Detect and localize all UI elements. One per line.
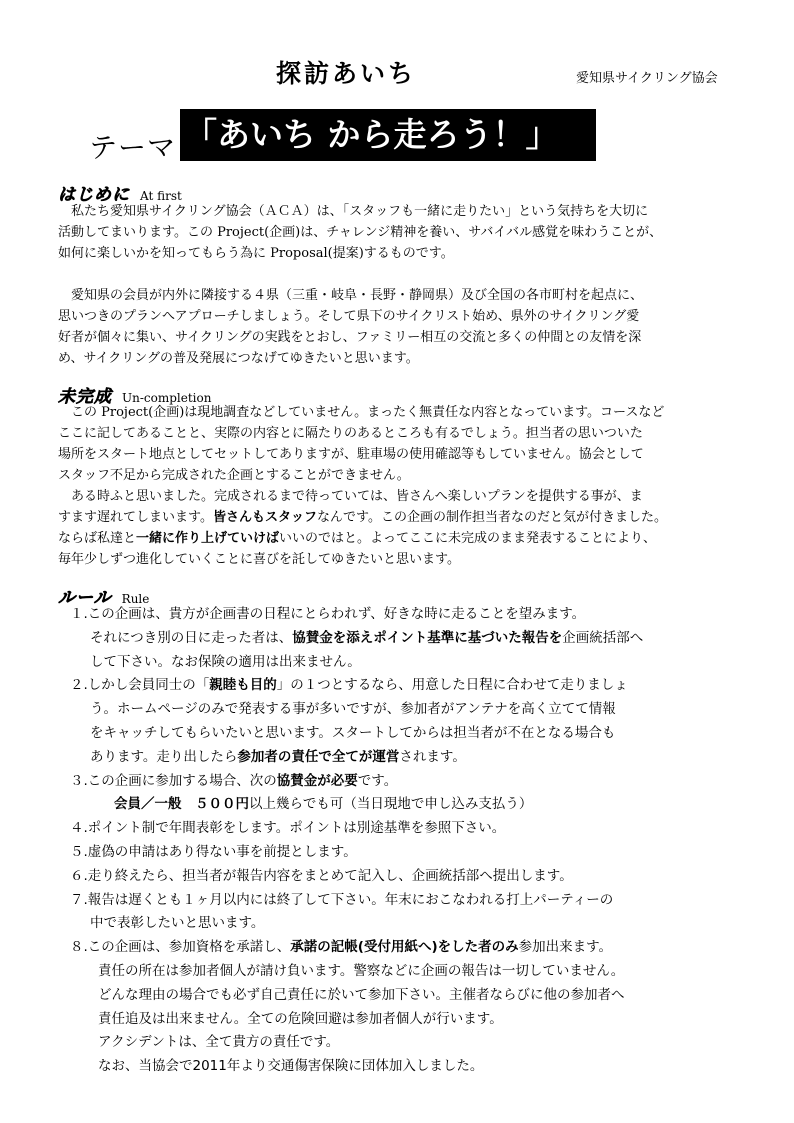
rule-2-line xyxy=(70,746,760,770)
rule-7-line: 中で表彰したいと思います。 xyxy=(90,915,265,932)
incomplete-line: ある時ふと思いました。完成されるまで待っていては、皆さんへ楽しいプランを提供する事が、ま xyxy=(58,489,643,504)
rule-2-line: う。ホームページのみで発表する事が多いですが、参加者がアンテナを高く立てて情報 xyxy=(90,701,616,718)
text: 以上幾らでも可（当日現地で申し込み支払う） xyxy=(249,796,533,813)
rule-8-line: 責任追及は出来ません。全ての危険回避は参加者個人が行います。 xyxy=(98,1010,503,1027)
intro-line: 好者が個々に集い、サイクリングの実践をとおし、ファミリー相互の交流と多くの仲間との友情を深 xyxy=(58,330,642,345)
intro-heading-jp: はじめに xyxy=(58,185,130,205)
page-title: 探訪あいち xyxy=(276,59,417,88)
rules-list xyxy=(70,603,760,1079)
incomplete-line xyxy=(58,528,738,549)
text: 企画統括部へ xyxy=(562,629,644,646)
text: 」の１つとするなら、用意した日程に合わせて走りましょ xyxy=(276,677,628,694)
rule-1-line: １.この企画は、貴方が企画書の日程にとらわれず、好きな時に走ることを望みます。 xyxy=(70,606,586,622)
text: あります。走り出したら xyxy=(90,748,238,765)
incomplete-line: 場所をスタート地点としてセットしてありますが、駐車場の使用確認等もしていません。協会として xyxy=(58,447,644,462)
rule-5-line: ５.虚偽の申請はあり得ない事を前提とします。 xyxy=(70,843,357,860)
intro-line: 如何に楽しいかを知ってもらう為に Proposal(提案)するものです。 xyxy=(58,246,454,261)
intro-heading-en: At first xyxy=(140,189,182,203)
intro-line: 私たち愛知県サイクリング協会（ＡＣＡ）は、「スタッフも一緒に走りたい」という気持ちを大切に xyxy=(58,204,649,219)
intro-line: 思いつきのプランへアプローチしましょう。そして県下のサイクリスト始め、県外のサイクリング愛 xyxy=(58,309,640,324)
incomplete-line: この Project(企画)は現地調査などしていません。まったく無責任な内容となっています。コースなど xyxy=(58,405,665,420)
text: なんです。この企画の制作担当者なのだと気が付きました。 xyxy=(316,510,667,525)
incomplete-line xyxy=(58,507,738,528)
emphasis-fee: 協賛金が必要 xyxy=(276,772,358,789)
text: 参加出来ます。 xyxy=(518,939,613,956)
emphasis-staff: 皆さんもスタッフ xyxy=(212,510,317,525)
emphasis-report: 協賛金を添えポイント基準に基づいた報告を xyxy=(292,629,563,646)
fee-amount: 会員／一般 ５００円 xyxy=(114,796,249,813)
emphasis-consent: 承諾の記帳(受付用紙へ)をした者のみ xyxy=(290,939,519,956)
text: それにつき別の日に走った者は、 xyxy=(90,629,293,646)
rule-3-line xyxy=(70,770,760,794)
rule-8-line: なお、当協会で2011年より交通傷害保険に団体加入しました。 xyxy=(98,1058,484,1075)
text: ８.この企画は、参加資格を承諾し、 xyxy=(70,939,291,956)
intro-line: め、サイクリングの普及発展につなげてゆきたいと思います。 xyxy=(58,351,419,366)
rules-heading-en: Rule xyxy=(121,592,150,606)
rule-2-line: をキャッチしてもらいたいと思います。スタートしてからは担当者が不在となる場合も xyxy=(90,724,616,741)
rule-4-line: ４.ポイント制で年間表彰をします。ポイントは別途基準を参照下さい。 xyxy=(70,820,506,837)
incomplete-line: スタッフ不足から完成された企画とすることができません。 xyxy=(58,468,410,483)
rules-heading-jp: ルール xyxy=(58,588,112,608)
incomplete-line: 毎年少しずつ進化していくことに喜びを託してゆきたいと思います。 xyxy=(58,552,460,567)
incomplete-paragraph xyxy=(58,402,738,570)
rule-8-line xyxy=(70,936,760,960)
theme-banner: 「あいち から走ろう！」 xyxy=(180,109,596,161)
emphasis-together: 一緒に作り上げていけば xyxy=(136,531,280,546)
incomplete-line: ここに記してあることと、実際の内容とに隔たりのあるところも有るでしょう。担当者の思いついた xyxy=(58,426,643,441)
text: いいのではと。よってここに未完成のまま発表することにより、 xyxy=(279,531,657,546)
rule-1-line xyxy=(70,627,760,651)
emphasis-responsibility: 参加者の責任で全てが運営 xyxy=(237,748,400,765)
rule-3-fee-line xyxy=(70,793,760,817)
text: されます。 xyxy=(399,748,466,765)
intro-line xyxy=(58,264,738,285)
theme-label: テーマ xyxy=(89,131,177,164)
text: ２.しかし会員同士の「 xyxy=(70,677,210,694)
rule-2-line xyxy=(70,674,760,698)
incomplete-heading-jp: 未完成 xyxy=(58,387,112,407)
intro-line: 活動してまいります。この Project(企画)は、チャレンジ精神を養い、サバイバル感覚を味わうことが、 xyxy=(58,225,663,240)
intro-paragraph xyxy=(58,201,738,369)
text: ３.この企画に参加する場合、次の xyxy=(70,772,277,789)
rule-1-line: して下さい。なお保険の適用は出来ません。 xyxy=(90,653,361,670)
rule-8-line: アクシデントは、全て貴方の責任です。 xyxy=(98,1034,340,1051)
intro-line: 愛知県の会員が内外に隣接する４県（三重・岐阜・長野・静岡県）及び全国の各市町村を起点に、 xyxy=(58,288,644,303)
rule-8-line: どんな理由の場合でも必ず自己責任に於いて参加下さい。主催者ならびに他の参加者へ xyxy=(98,986,625,1003)
emphasis-friendship: 親睦も目的 xyxy=(209,677,277,694)
rule-6-line: ６.走り終えたら、担当者が報告内容をまとめて記入し、企画統括部へ提出します。 xyxy=(70,867,573,884)
incomplete-heading-en: Un-completion xyxy=(122,391,212,405)
rule-7-line: ７.報告は遅くとも１ヶ月以内には終了して下さい。年末におこなわれる打上パーティーの xyxy=(70,891,614,908)
text: ならば私達と xyxy=(58,531,137,546)
organization-name: 愛知県サイクリング協会 xyxy=(576,71,718,86)
text: です。 xyxy=(357,772,398,789)
rule-8-line: 責任の所在は参加者個人が請け負います。警察などに企画の報告は一切していません。 xyxy=(98,962,625,979)
text: すます遅れてしまいます。 xyxy=(58,510,213,525)
